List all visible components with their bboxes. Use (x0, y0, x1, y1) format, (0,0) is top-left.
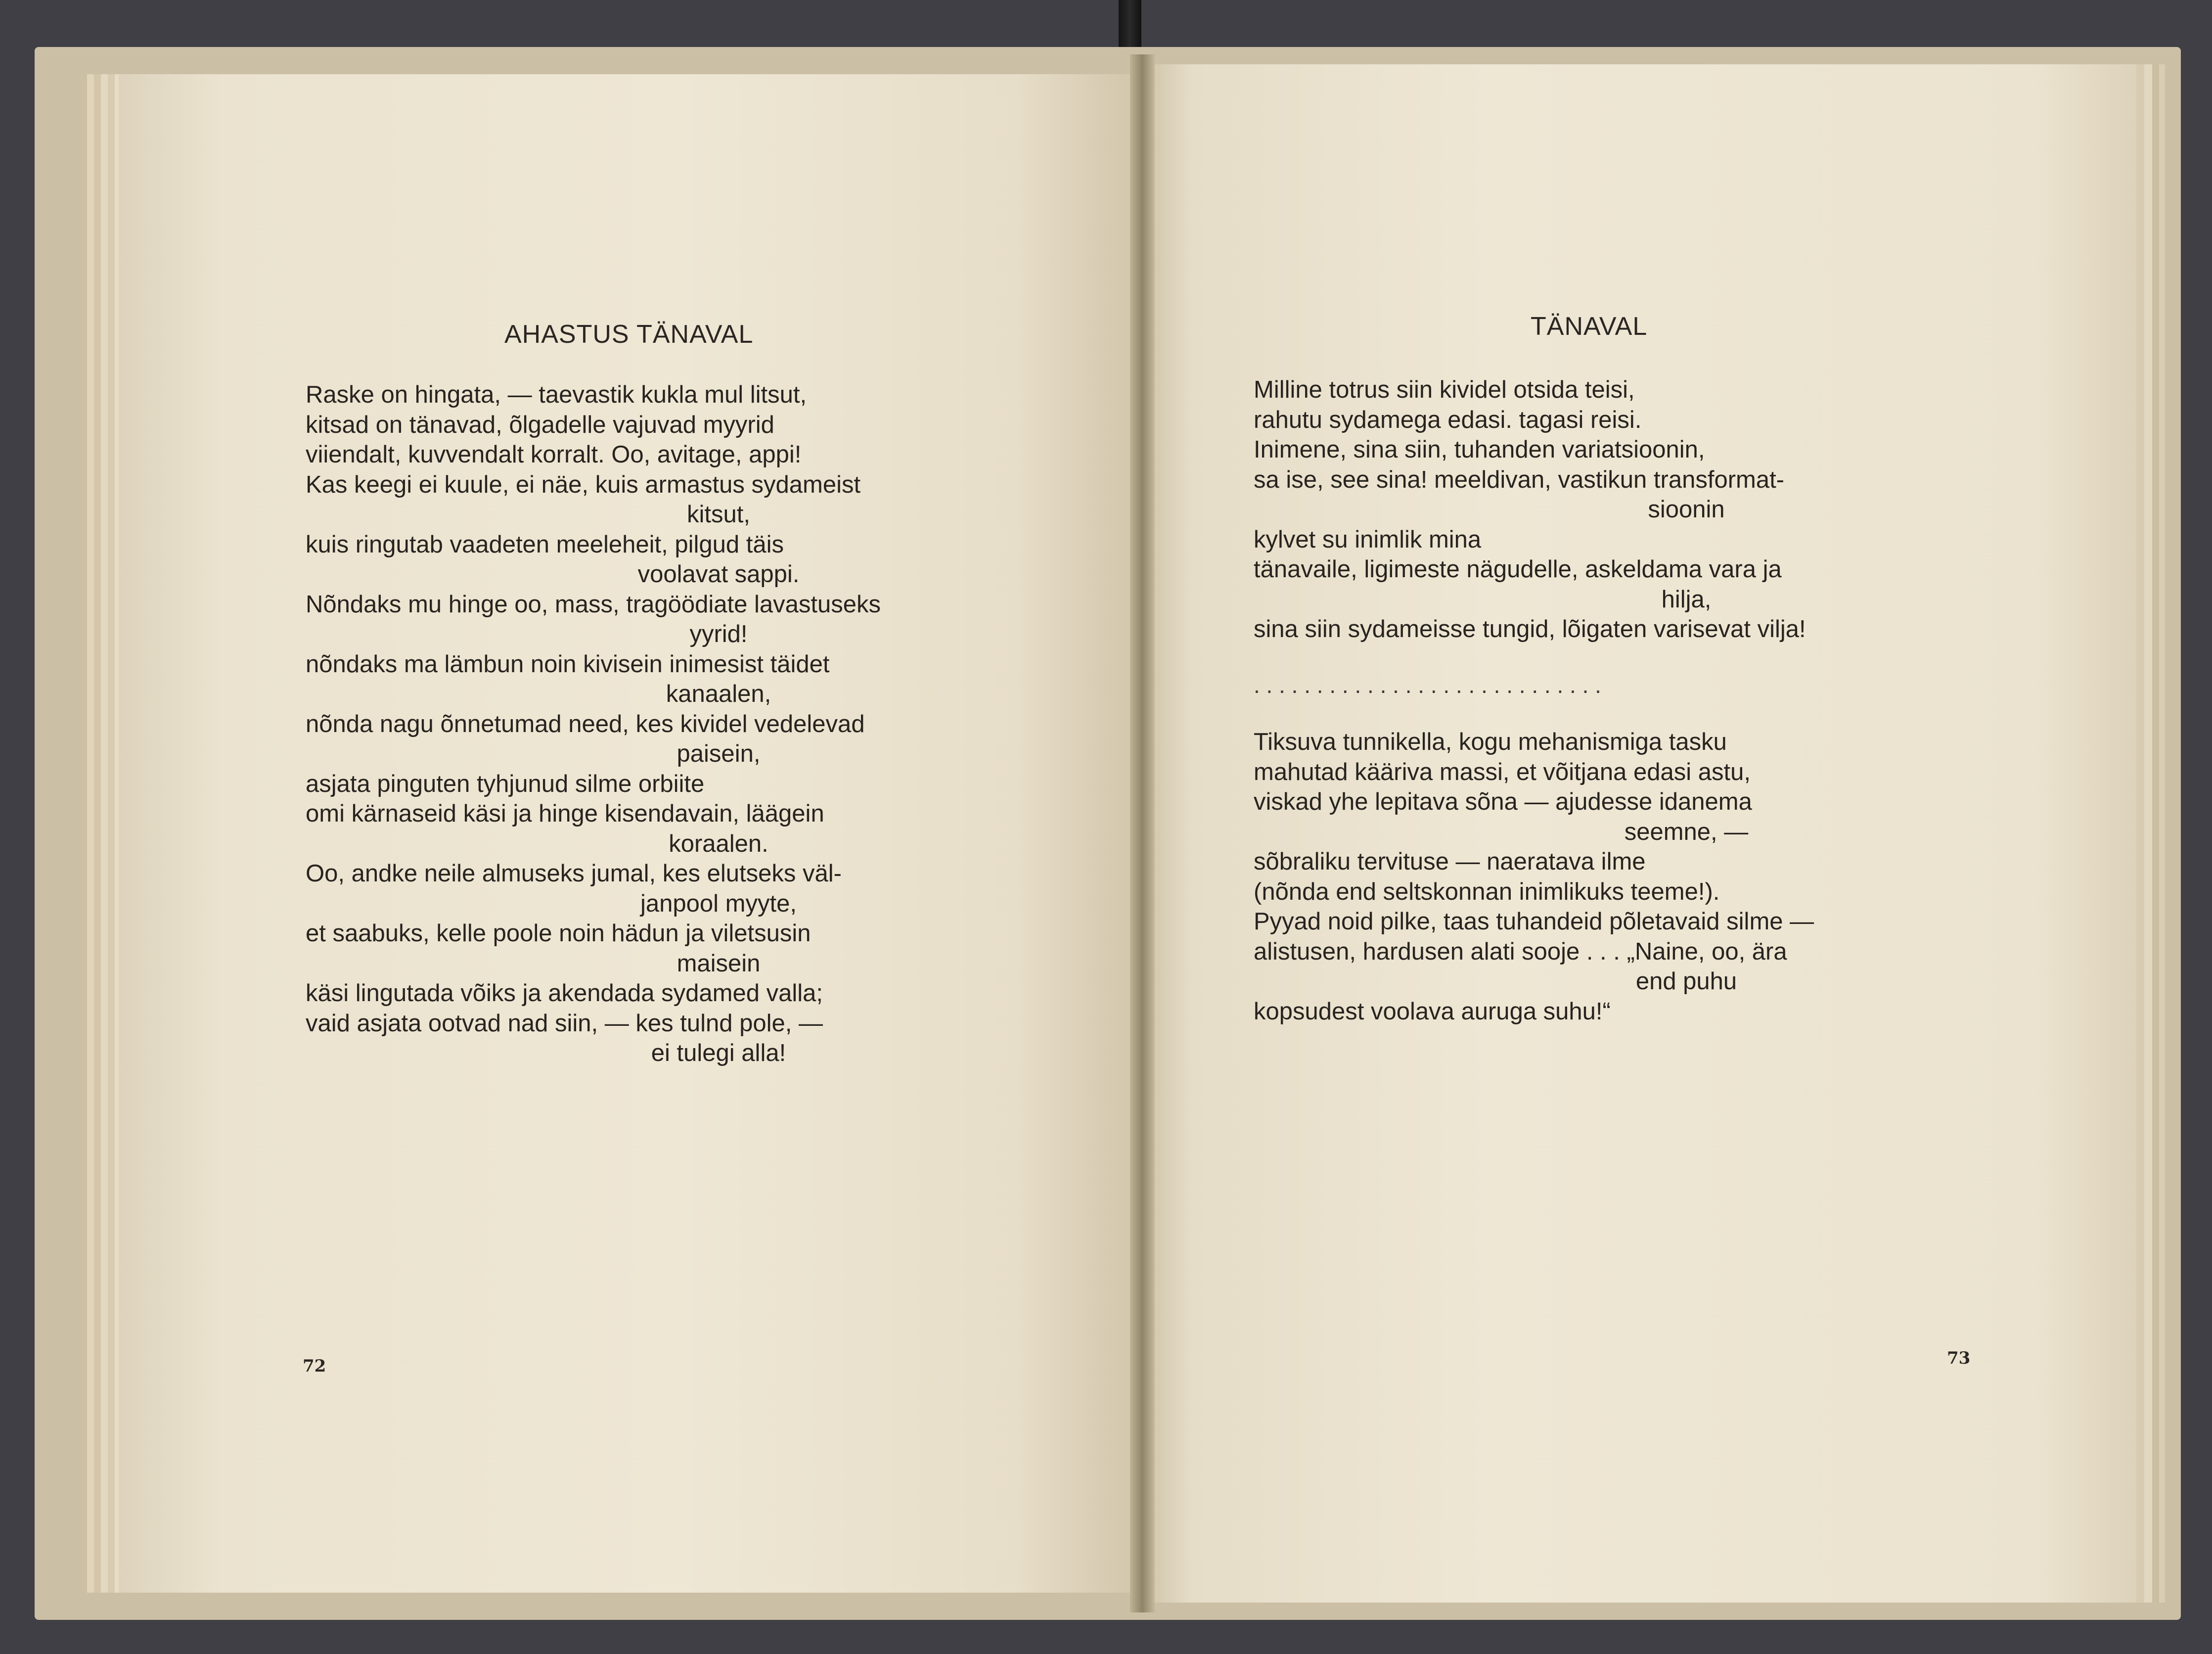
poem-line-continuation: janpool myyte, (640, 890, 797, 917)
poem-line-continuation: hilja, (1661, 586, 1712, 613)
poem-line: viiendalt, kuvvendalt korralt. Oo, avitage, appi! (306, 441, 802, 468)
poem-line-continuation: voolavat sappi. (637, 561, 800, 588)
poem-line: Oo, andke neile almuseks jumal, kes elutseks väl- (306, 860, 842, 887)
poem-line: Pyyad noid pilke, taas tuhandeid põletavaid silme — (1254, 908, 1814, 935)
poem-line: (nõnda end seltskonnan inimlikuks teeme!). (1254, 878, 1720, 905)
poem-line: omi kärnaseid käsi ja hinge kisendavain, läägein (306, 800, 824, 827)
poem-line-continuation: maisein (677, 950, 761, 977)
poem-line-continuation: koraalen. (669, 830, 768, 857)
poem-line: mahutad kääriva massi, et võitjana edasi astu, (1254, 758, 1751, 785)
poem-line-continuation: yyrid! (689, 621, 748, 647)
poem-line-continuation: seemne, — (1624, 818, 1749, 845)
right-poem-stanza-1 (1254, 375, 2119, 644)
left-page (119, 74, 1137, 1593)
poem-line: kuis ringutab vaadeten meeleheit, pilgud täis (306, 531, 784, 558)
poem-line: rahutu sydamega edasi. tagasi reisi. (1254, 406, 1642, 433)
poem-line-continuation: ei tulegi alla! (651, 1040, 786, 1066)
poem-line: Inimene, sina siin, tuhanden variatsioonin, (1254, 436, 1705, 463)
right-page-number: 73 (1947, 1348, 1971, 1368)
poem-line: nõndaks ma lämbun noin kivisein inimesist täidet (306, 650, 830, 678)
left-poem (306, 380, 1131, 1068)
left-page-title: AHASTUS TÄNAVAL (504, 320, 754, 349)
poem-line: vaid asjata ootvad nad siin, — kes tulnd pole, — (306, 1010, 823, 1037)
poem-line: sõbraliku tervituse — naeratava ilme (1254, 848, 1646, 875)
poem-line: Kas keegi ei kuule, ei näe, kuis armastus sydameist (306, 471, 861, 498)
stanza-separator: . . . . . . . . . . . . . . . . . . . . . . . . . . . . (1254, 672, 1601, 698)
poem-line: viskad yhe lepitava sõna — ajudesse idanema (1254, 788, 1752, 815)
poem-line: et saabuks, kelle poole noin hädun ja viletsusin (306, 920, 811, 947)
poem-line: sa ise, see sina! meeldivan, vastikun transformat- (1254, 466, 1785, 493)
poem-line-continuation: paisein, (677, 740, 761, 767)
book-gutter (1130, 54, 1155, 1612)
poem-line: Raske on hingata, — taevastik kukla mul litsut, (306, 381, 807, 408)
poem-line-continuation: kitsut, (687, 501, 750, 528)
poem-line: kitsad on tänavad, õlgadelle vajuvad myyrid (306, 411, 774, 438)
poem-line: alistusen, hardusen alati sooje . . . „Naine, oo, ära (1254, 938, 1787, 965)
poem-line: Milline totrus siin kividel otsida teisi, (1254, 376, 1635, 403)
poem-line: käsi lingutada võiks ja akendada sydamed valla; (306, 980, 823, 1007)
poem-line-continuation: sioonin (1648, 496, 1725, 523)
poem-line: kopsudest voolava auruga suhu!“ (1254, 998, 1611, 1025)
right-page (1142, 64, 2136, 1603)
poem-line: kylvet su inimlik mina (1254, 526, 1482, 553)
poem-line-continuation: end puhu (1635, 968, 1737, 995)
poem-line: tänavaile, ligimeste nägudelle, askeldama vara ja (1254, 556, 1782, 583)
poem-line: sina siin sydameisse tungid, lõigaten varisevat vilja! (1254, 616, 1806, 643)
poem-line: Nõndaks mu hinge oo, mass, tragöödiate lavastuseks (306, 591, 881, 618)
poem-line: Tiksuva tunnikella, kogu mehanismiga tasku (1254, 729, 1727, 755)
right-page-title: TÄNAVAL (1531, 312, 1648, 341)
poem-line-continuation: kanaalen, (666, 681, 771, 707)
poem-line: nõnda nagu õnnetumad need, kes kividel vedelevad (306, 710, 865, 737)
right-poem-stanza-2 (1254, 727, 2119, 1026)
left-page-number: 72 (303, 1356, 326, 1376)
poem-line: asjata pinguten tyhjunud silme orbiite (306, 770, 705, 797)
